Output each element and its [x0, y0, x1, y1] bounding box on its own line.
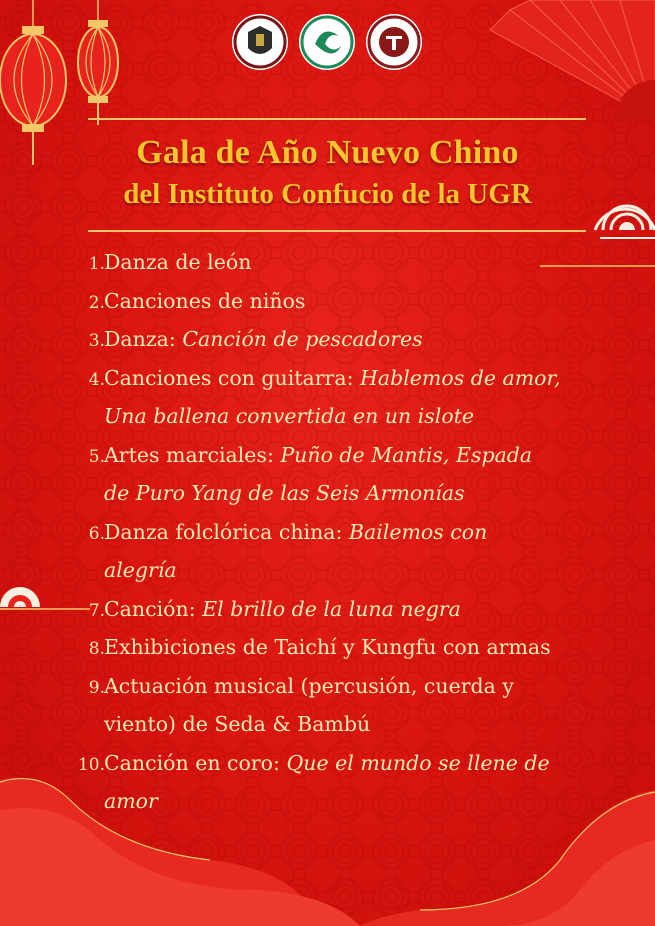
item-italic-text: Hablemos de amor, [360, 365, 561, 390]
item-number: 5. [88, 446, 105, 467]
fan-decoration-icon [470, 0, 655, 120]
item-line [104, 751, 550, 775]
item-text: viento) de Seda & Bambú [104, 712, 371, 736]
title-bottom-rule [88, 230, 586, 232]
item-line [104, 712, 370, 736]
item-line [104, 674, 514, 698]
item-text: Actuación musical (percusión, cuerda y [104, 673, 514, 698]
item-number: 6. [88, 523, 105, 544]
item-italic-text: de Puro Yang de las Seis Armonías [104, 481, 465, 505]
item-italic-text: Puño de Mantis, Espada [280, 442, 533, 467]
item-italic-text: alegría [104, 558, 177, 582]
title-line-1: Gala de Año Nuevo Chino [136, 134, 519, 171]
item-italic-text: Que el mundo se llene de [286, 750, 550, 775]
confucius-institute-logo-icon [299, 14, 355, 70]
sun-cloud-icon [540, 200, 655, 270]
item-italic-text: Bailemos con [348, 519, 488, 544]
item-italic-text: El brillo de la luna negra [202, 596, 461, 621]
item-text: Canción en coro: [104, 750, 287, 775]
item-number: 3. [88, 331, 105, 351]
item-text: Canciones de niños [104, 288, 306, 313]
item-line [104, 635, 551, 659]
item-line [104, 597, 461, 621]
university-granada-logo-icon [232, 14, 288, 70]
item-line [104, 366, 561, 390]
item-line [104, 404, 474, 428]
item-number: 10. [77, 754, 105, 775]
item-line [104, 327, 423, 351]
item-number: 2. [88, 292, 105, 313]
peking-university-logo-icon [366, 14, 422, 70]
item-line [104, 558, 177, 582]
item-line [104, 520, 487, 544]
item-line [104, 289, 305, 313]
item-italic-text: amor [104, 789, 158, 813]
item-line [104, 789, 158, 813]
item-number: 9. [88, 677, 105, 698]
item-number: 4. [88, 369, 105, 390]
item-line [104, 481, 465, 505]
item-line [104, 250, 251, 274]
item-number: 8. [88, 639, 105, 659]
item-line [104, 443, 532, 467]
title-line-2: del Instituto Confucio de la UGR [123, 178, 532, 210]
item-text: Canciones con guitarra: [104, 365, 360, 390]
item-number: 7. [88, 600, 105, 621]
item-number: 1. [88, 254, 105, 274]
item-text: Artes marciales: [104, 442, 281, 467]
item-text: Danza de león [104, 250, 252, 274]
item-italic-text: Canción de pescadores [182, 327, 423, 351]
logos-row [232, 14, 422, 76]
item-text: Canción: [104, 596, 203, 621]
item-italic-text: Una ballena convertida en un islote [104, 404, 475, 428]
item-text: Danza: [104, 327, 183, 351]
title-top-rule [88, 118, 586, 120]
item-text: Danza folclórica china: [104, 519, 349, 544]
item-text: Exhibiciones de Taichí y Kungfu con armas [104, 635, 551, 659]
